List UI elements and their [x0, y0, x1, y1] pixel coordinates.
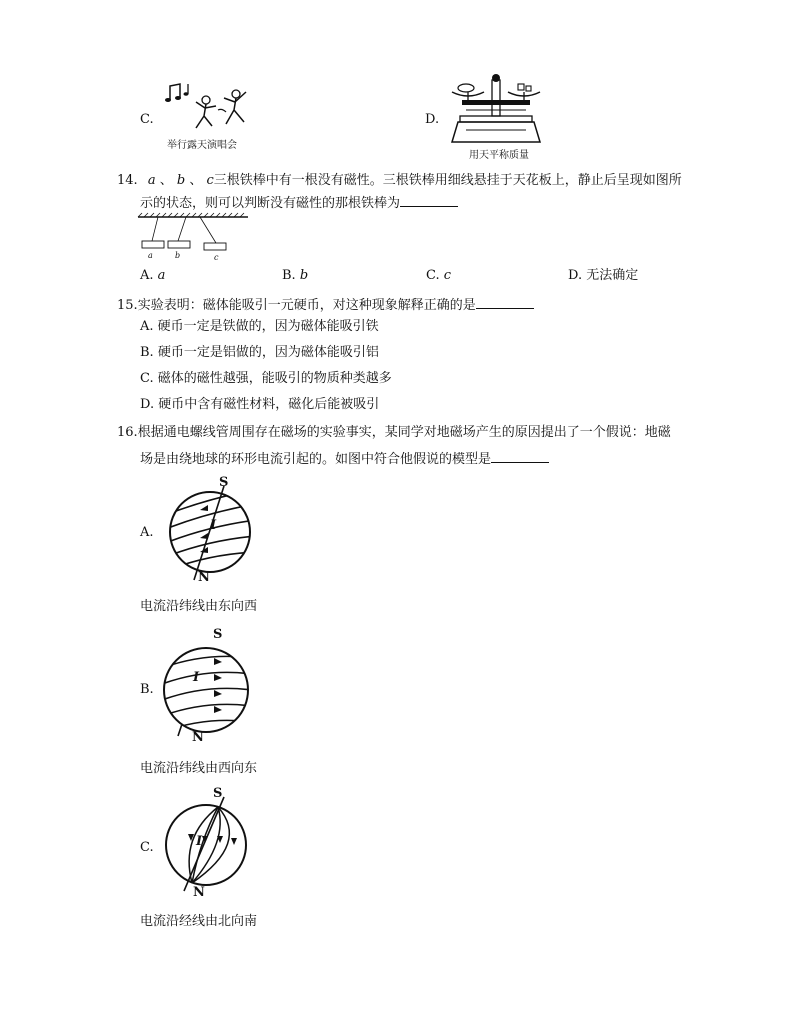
- q16-stem-text1: 根据通电螺线管周围存在磁场的实验事实，某同学对地磁场产生的原因提出了一个假说：地磁: [137, 425, 671, 440]
- q16-stem-line1: [117, 424, 671, 442]
- globe-c-current-label: I: [196, 834, 203, 849]
- q16-option-c-caption: 电流沿经线由北向南: [140, 914, 258, 929]
- q14-stem-line2: [140, 194, 458, 213]
- q15-number: 15.: [117, 298, 138, 313]
- q13-option-d-letter[interactable]: D.: [425, 112, 440, 127]
- q14-answer-blank[interactable]: [400, 194, 458, 207]
- globe-c-meridian-north-to-south: [160, 797, 260, 897]
- q14-stem-text1: 三根铁棒中有一根没有磁性。三根铁棒用细线悬挂于天花板上，静止后呈现如图所: [213, 173, 682, 188]
- q13-option-d-caption: 用天平称质量: [469, 150, 529, 161]
- q16-stem-line2: [140, 450, 549, 469]
- q14-sep1: 、: [159, 173, 173, 188]
- q16-option-a-letter[interactable]: A.: [140, 525, 154, 540]
- hanging-rods-figure: [138, 213, 250, 263]
- globe-a-current-label: I: [210, 518, 217, 533]
- q14-var-b: b: [176, 173, 186, 188]
- q15-stem-text: 实验表明：磁体能吸引一元硬币，对这种现象解释正确的是: [137, 298, 476, 313]
- rod-label-b: b: [175, 251, 181, 260]
- q15-option-d[interactable]: D. 硬币中含有磁性材料，磁化后能被吸引: [140, 397, 380, 412]
- globe-b-latitude-west-to-east: [160, 640, 260, 745]
- q14-var-a: a: [147, 173, 156, 188]
- q15-answer-blank[interactable]: [476, 296, 534, 309]
- q14-var-c: c: [206, 173, 214, 188]
- q16-option-a-caption: 电流沿纬线由东向西: [140, 599, 258, 614]
- q14-option-b[interactable]: B. b: [282, 268, 309, 283]
- rod-label-a: a: [148, 251, 153, 260]
- globe-b-pole-n: N: [192, 730, 204, 745]
- globe-a-pole-n: N: [198, 570, 210, 585]
- q14-option-d[interactable]: D. 无法确定: [568, 268, 639, 283]
- globe-c-pole-s: S: [213, 786, 223, 801]
- q16-option-b-caption: 电流沿纬线由西向东: [140, 761, 258, 776]
- q15-option-c[interactable]: C. 磁体的磁性越强，能吸引的物质种类越多: [140, 371, 392, 386]
- q14-stem-line1: [117, 172, 682, 190]
- q15-option-a[interactable]: A. 硬币一定是铁做的，因为磁体能吸引铁: [140, 319, 379, 334]
- q16-number: 16.: [117, 425, 138, 440]
- q14-sep2: 、: [189, 173, 203, 188]
- q14-stem-text2: 示的状态，则可以判断没有磁性的那根铁棒为: [140, 196, 401, 211]
- q13-option-c-caption: 举行露天演唱会: [167, 140, 237, 151]
- globe-b-current-label: I: [193, 670, 200, 685]
- q15-option-b[interactable]: B. 硬币一定是铝做的，因为磁体能吸引铝: [140, 345, 379, 360]
- q14-option-c[interactable]: C. c: [426, 268, 452, 283]
- q15-stem: [117, 296, 534, 315]
- balance-scale-illustration: [446, 70, 546, 146]
- q13-option-c-letter[interactable]: C.: [140, 112, 154, 127]
- rod-label-c: c: [214, 253, 219, 262]
- q16-option-c-letter[interactable]: C.: [140, 840, 154, 855]
- q14-number: 14.: [117, 173, 138, 188]
- q14-option-a[interactable]: A. a: [140, 268, 166, 283]
- q16-answer-blank[interactable]: [491, 450, 549, 463]
- q16-stem-text2: 场是由绕地球的环形电流引起的。如图中符合他假说的模型是: [140, 452, 492, 467]
- concert-illustration: [160, 80, 260, 135]
- globe-c-pole-n: N: [193, 885, 205, 900]
- globe-a-pole-s: S: [219, 475, 229, 490]
- globe-b-pole-s: S: [213, 627, 223, 642]
- q16-option-b-letter[interactable]: B.: [140, 682, 154, 697]
